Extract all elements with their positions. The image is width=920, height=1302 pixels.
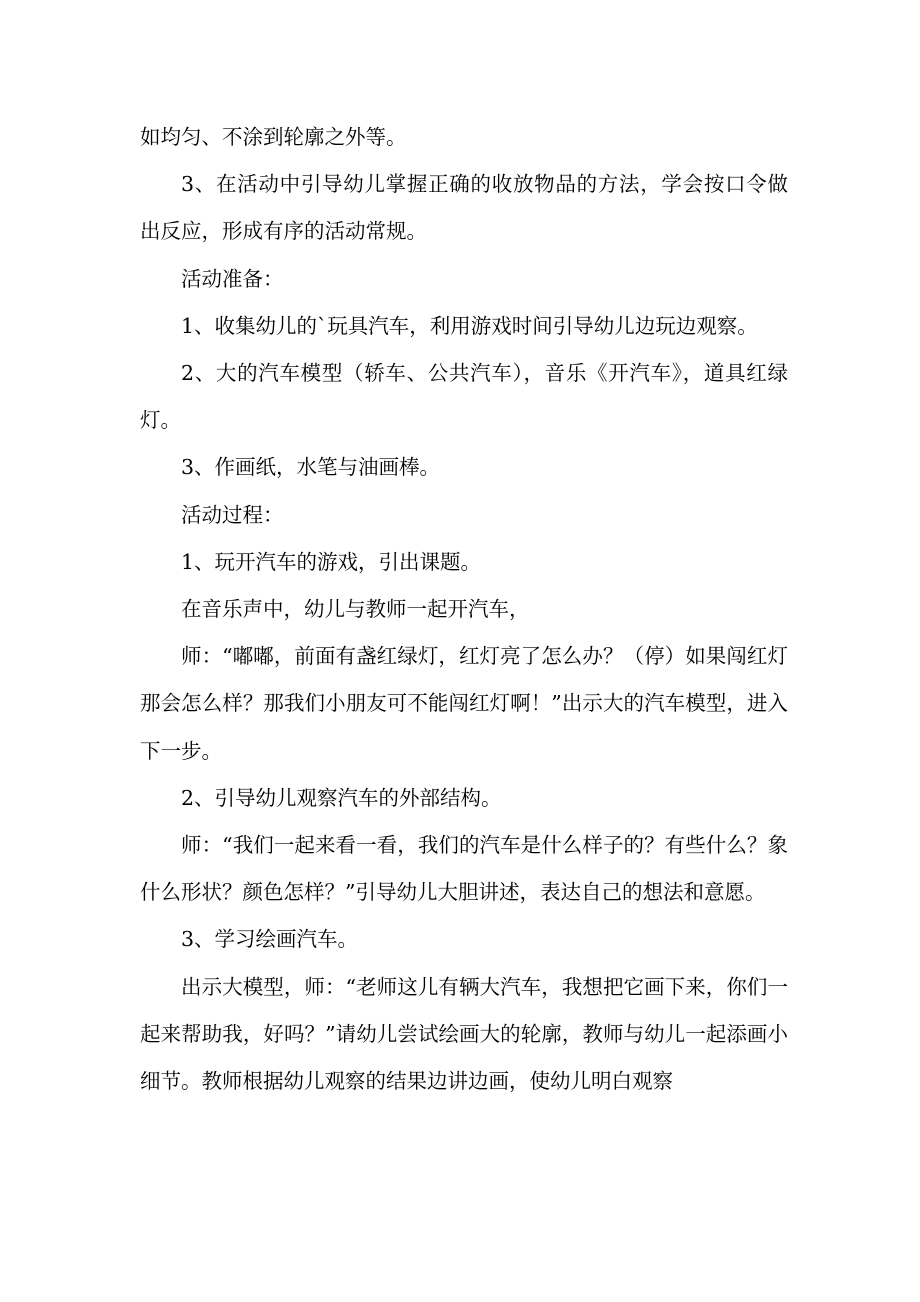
paragraph-model-drawing: 出示大模型，师：“老师这儿有辆大汽车，我想把它画下来，你们一起来帮助我，好吗？”请幼儿尝试绘画大的轮廓，教师与幼儿一起添画小细节。教师根据幼儿观察的结果边讲边画，使幼儿明白观察 bbox=[140, 974, 788, 1094]
paragraph-prep-1: 1、收集幼儿的`玩具汽车，利用游戏时间引导幼儿边玩边观察。 bbox=[181, 313, 758, 338]
paragraph-teacher-dialogue-1: 师：“嘟嘟，前面有盏红绿灯，红灯亮了怎么办？（停）如果闯红灯那会怎么样？那我们小朋友可不能闯红灯啊！”出示大的汽车模型，进入下一步。 bbox=[140, 644, 788, 763]
paragraph-music: 在音乐声中，幼儿与教师一起开汽车， bbox=[181, 597, 530, 622]
paragraph-prep-3: 3、作画纸，水笔与油画棒。 bbox=[181, 455, 441, 480]
paragraph-step-1: 1、玩开汽车的游戏，引出课题。 bbox=[181, 549, 482, 574]
paragraph-step-3: 3、学习绘画汽车。 bbox=[181, 927, 359, 952]
document-body bbox=[140, 114, 788, 1105]
heading-preparation: 活动准备： bbox=[181, 266, 284, 291]
heading-process: 活动过程： bbox=[181, 502, 284, 527]
paragraph-goal-3: 3、在活动中引导幼儿掌握正确的收放物品的方法，学会按口令做出反应，形成有序的活动常规。 bbox=[140, 172, 788, 244]
paragraph-teacher-dialogue-2: 师：“我们一起来看一看，我们的汽车是什么样子的？有些什么？象什么形状？颜色怎样？”引导幼儿大胆讲述，表达自己的想法和意愿。 bbox=[140, 833, 788, 905]
paragraph-step-2: 2、引导幼儿观察汽车的外部结构。 bbox=[181, 785, 502, 810]
paragraph-continuation: 如均匀、不涂到轮廓之外等。 bbox=[140, 125, 407, 149]
paragraph-prep-2: 2、大的汽车模型（轿车、公共汽车），音乐《开汽车》，道具红绿灯。 bbox=[140, 361, 788, 433]
